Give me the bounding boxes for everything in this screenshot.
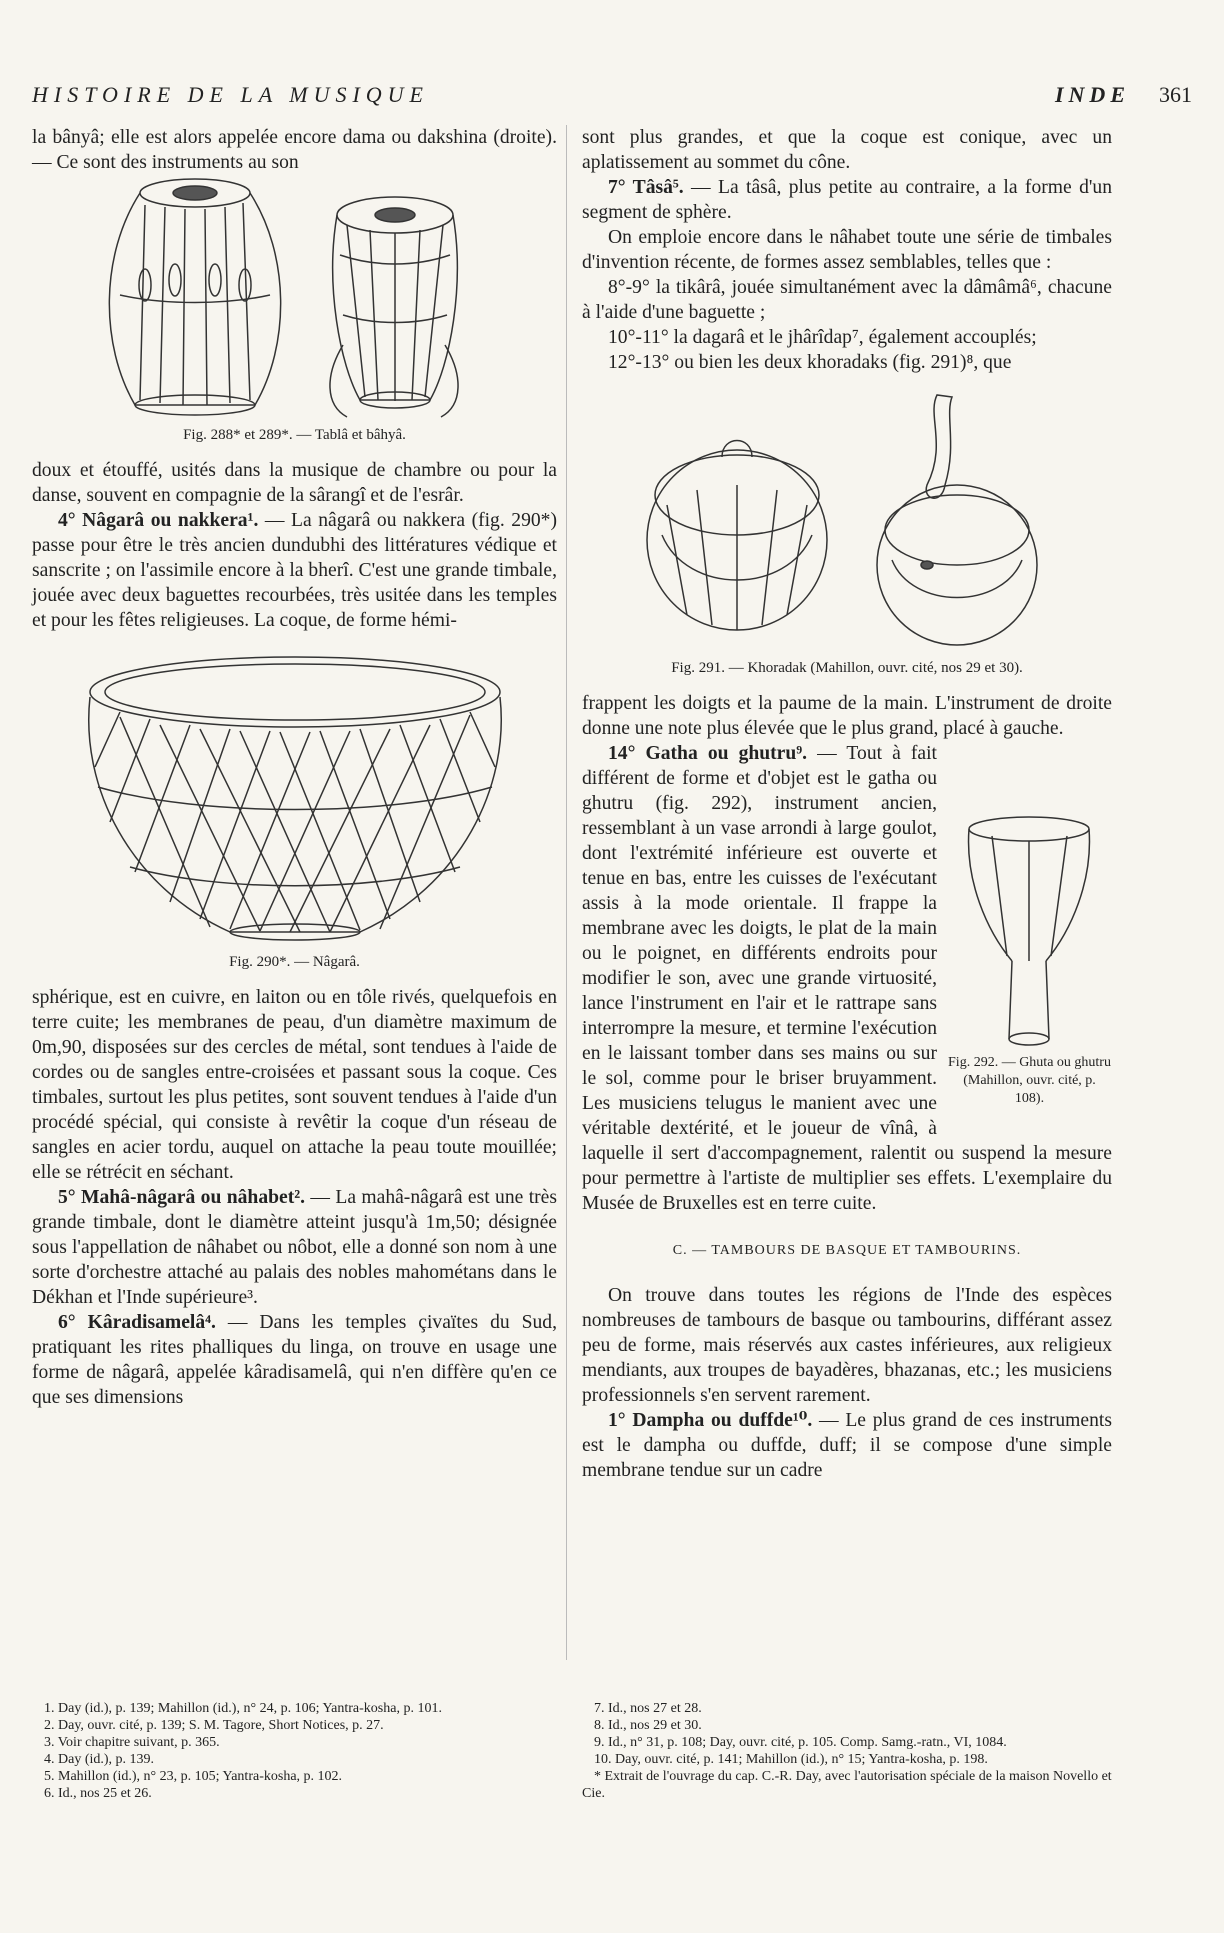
paragraph	[582, 175, 1112, 225]
entry-body: — Tout à fait différent de forme et d'objet est le gatha ou ghutru (fig. 292), instrument ancien, ressemblant à un vase arrondi à large goulot, dont l'extrémité inférieure est ouverte et tenue en bas, entre les cuisses de l'exécutant assis à la mode orientale. Il frappe la membrane avec les doigts, le plat de la main ou le poignet, en différents endroits pour modifier le son, avec une grande virtuosité, lance l'instrument en l'air et le rattrape sans interrompre la mesure, et termine l'exécution en le laissant tomber dans ses mains ou sur le sol, comme pour le briser bruyamment. Les musiciens telugus le manient avec une véritable dextérité, et le joueur de vînâ, à laquelle il sert d'accompagnement, ralentit ou suspend la mesure pour permettre à l'artiste de multiplier ses effets. L'exemplaire du Musée de Bruxelles est en terre cuite.	[582, 743, 1112, 1214]
entry-body: — La nâgarâ ou nakkera (fig. 290*) passe pour être le très ancien dundubhi des littératures védique et sanscrite ; on l'assimile encore à la bherî. C'est une grande timbale, jouée avec deux baguettes recourbées, très usitée dans les temples et pour les fêtes religieuses. La coque, de forme hémi-	[32, 510, 557, 631]
footnote: 8. Id., nos 29 et 30.	[594, 1718, 702, 1733]
figure-caption: Fig. 291. — Khoradak (Mahillon, ouvr. cité, nos 29 et 30).	[671, 660, 1023, 676]
footnote: 7. Id., nos 27 et 28.	[594, 1701, 702, 1716]
paragraph: On trouve dans toutes les régions de l'Inde des espèces nombreuses de tambours de basque ou tambourins, différant assez peu de forme, mais réservés aux castes inférieures, aux religieux mendiants, aux troupes de bayadères, bhazanas, etc.; les musiciens professionnels s'en servent rarement.	[582, 1285, 1112, 1406]
paragraph: sphérique, est en cuivre, en laiton ou en tôle rivés, quelquefois en terre cuite; les membranes de peau, d'un diamètre maximum de 0m,90, disposées sur des cercles de métal, sont tendues à l'aide de cordes ou de sangles entre-croisées et passant sous la coque. Ces timbales, surtout les plus petites, sont souvent tendues à l'aide d'un procédé spécial, qui consiste à revêtir la coque d'un réseau de sangles en acier tordu, auquel on attache la peau toute mouillée; elle se rétrécit en séchant.	[32, 987, 557, 1183]
entry-heading: 7° Tâsâ⁵.	[608, 177, 684, 198]
footnote: 9. Id., n° 31, p. 108; Day, ouvr. cité, p. 105. Comp. Samg.-ratn., VI, 1084.	[594, 1735, 1007, 1750]
entry-body: — La tâsâ, plus petite au contraire, a la forme d'un segment de sphère.	[582, 177, 1112, 223]
figure-tabla-bahya-illustration	[85, 175, 505, 420]
page-number: 361	[1159, 82, 1192, 107]
figure-gatha-float	[947, 811, 1112, 1118]
footnote: 4. Day (id.), p. 139.	[44, 1752, 155, 1767]
footnote: 10. Day, ouvr. cité, p. 141; Mahillon (id.), n° 15; Yantra-kosha, p. 198.	[594, 1752, 988, 1767]
figure-khoradak-illustration	[627, 385, 1067, 653]
figure-gatha-illustration	[947, 811, 1112, 1051]
footnote: 1. Day (id.), p. 139; Mahillon (id.), n° 24, p. 106; Yantra-kosha, p. 101.	[44, 1701, 442, 1716]
paragraph	[582, 1408, 1112, 1483]
entry-body: — Dans les temples çivaïtes du Sud, pratiquant les rites phalliques du linga, on trouve en usage une forme de nâgarâ, appelée kâradisamelâ, qui n'en diffère qu'en ce que ses dimensions	[32, 1312, 558, 1408]
paragraph: la bânyâ; elle est alors appelée encore dama ou dakshina (droite). — Ce sont des instruments au son	[32, 127, 557, 173]
entry-body: — Le plus grand de ces instruments est le dampha ou duffde, duff; il se compose d'une simple membrane tendue sur un cadre	[582, 1410, 1112, 1481]
paragraph	[32, 1310, 557, 1410]
running-title: HISTOIRE DE LA MUSIQUE	[32, 82, 429, 107]
paragraph	[32, 1185, 557, 1310]
footnotes-left	[32, 1700, 557, 1802]
paragraph: On emploie encore dans le nâhabet toute une série de timbales d'invention récente, de formes assez semblables, telles que :	[582, 227, 1112, 273]
entry-heading: 4° Nâgarâ ou nakkera¹.	[58, 510, 259, 531]
entry-heading: 5° Mahâ-nâgarâ ou nâhabet².	[58, 1187, 306, 1208]
figure-caption: Fig. 288* et 289*. — Tablâ et bâhyâ.	[183, 427, 406, 443]
footnote: 5. Mahillon (id.), n° 23, p. 105; Yantra-kosha, p. 102.	[44, 1769, 343, 1784]
entry-body: — La mahâ-nâgarâ est une très grande timbale, dont le diamètre atteint jusqu'à 1m,50; désignée sous l'appellation de nâhabet ou nôbot, elle a donné son nom à une sorte d'orchestre attaché au palais des nobles mahométans dans le Dékhan et l'Inde supérieure³.	[32, 1187, 557, 1308]
footnotes-right	[582, 1700, 1112, 1802]
paragraph: frappent les doigts et la paume de la main. L'instrument de droite donne une note plus élevée que le plus grand, placé à gauche.	[582, 693, 1112, 739]
paragraph: 10°-11° la dagarâ et le jhârîdap⁷, également accouplés;	[608, 327, 1037, 348]
footnote: * Extrait de l'ouvrage du cap. C.-R. Day, avec l'autorisation spéciale de la maison Novello et Cie.	[582, 1769, 1112, 1801]
figure-nagara-illustration	[60, 647, 530, 947]
entry-heading: 6° Kâradisamelâ⁴.	[58, 1312, 216, 1333]
figure-caption: Fig. 292. — Ghuta ou ghutru (Mahillon, ouvr. cité, p. 108).	[948, 1055, 1111, 1106]
page-header	[32, 82, 1192, 112]
paragraph: doux et étouffé, usités dans la musique de chambre ou pour la danse, souvent en compagnie de la sârangî et de l'esrâr.	[32, 460, 557, 506]
entry-heading: 1° Dampha ou duffde¹⁰.	[608, 1410, 813, 1431]
left-column	[32, 125, 557, 1410]
entry-heading: 14° Gatha ou ghutru⁹.	[608, 743, 808, 764]
figure-caption: Fig. 290*. — Nâgarâ.	[229, 954, 360, 970]
footnote: 2. Day, ouvr. cité, p. 139; S. M. Tagore, Short Notices, p. 27.	[44, 1718, 384, 1733]
paragraph: 8°-9° la tikârâ, jouée simultanément avec la dâmâmâ⁶, chacune à l'aide d'une baguette ;	[582, 277, 1112, 323]
column-divider	[566, 125, 567, 1660]
right-column	[582, 125, 1112, 1483]
paragraph: 12°-13° ou bien les deux khoradaks (fig. 291)⁸, que	[608, 352, 1012, 373]
footnote: 3. Voir chapitre suivant, p. 365.	[44, 1735, 220, 1750]
paragraph	[32, 508, 557, 633]
section-title: INDE	[1054, 82, 1130, 107]
footnote: 6. Id., nos 25 et 26.	[44, 1786, 152, 1801]
paragraph: sont plus grandes, et que la coque est conique, avec un aplatissement au sommet du cône.	[582, 127, 1112, 173]
section-heading: C. — TAMBOURS DE BASQUE ET TAMBOURINS.	[672, 1243, 1022, 1258]
